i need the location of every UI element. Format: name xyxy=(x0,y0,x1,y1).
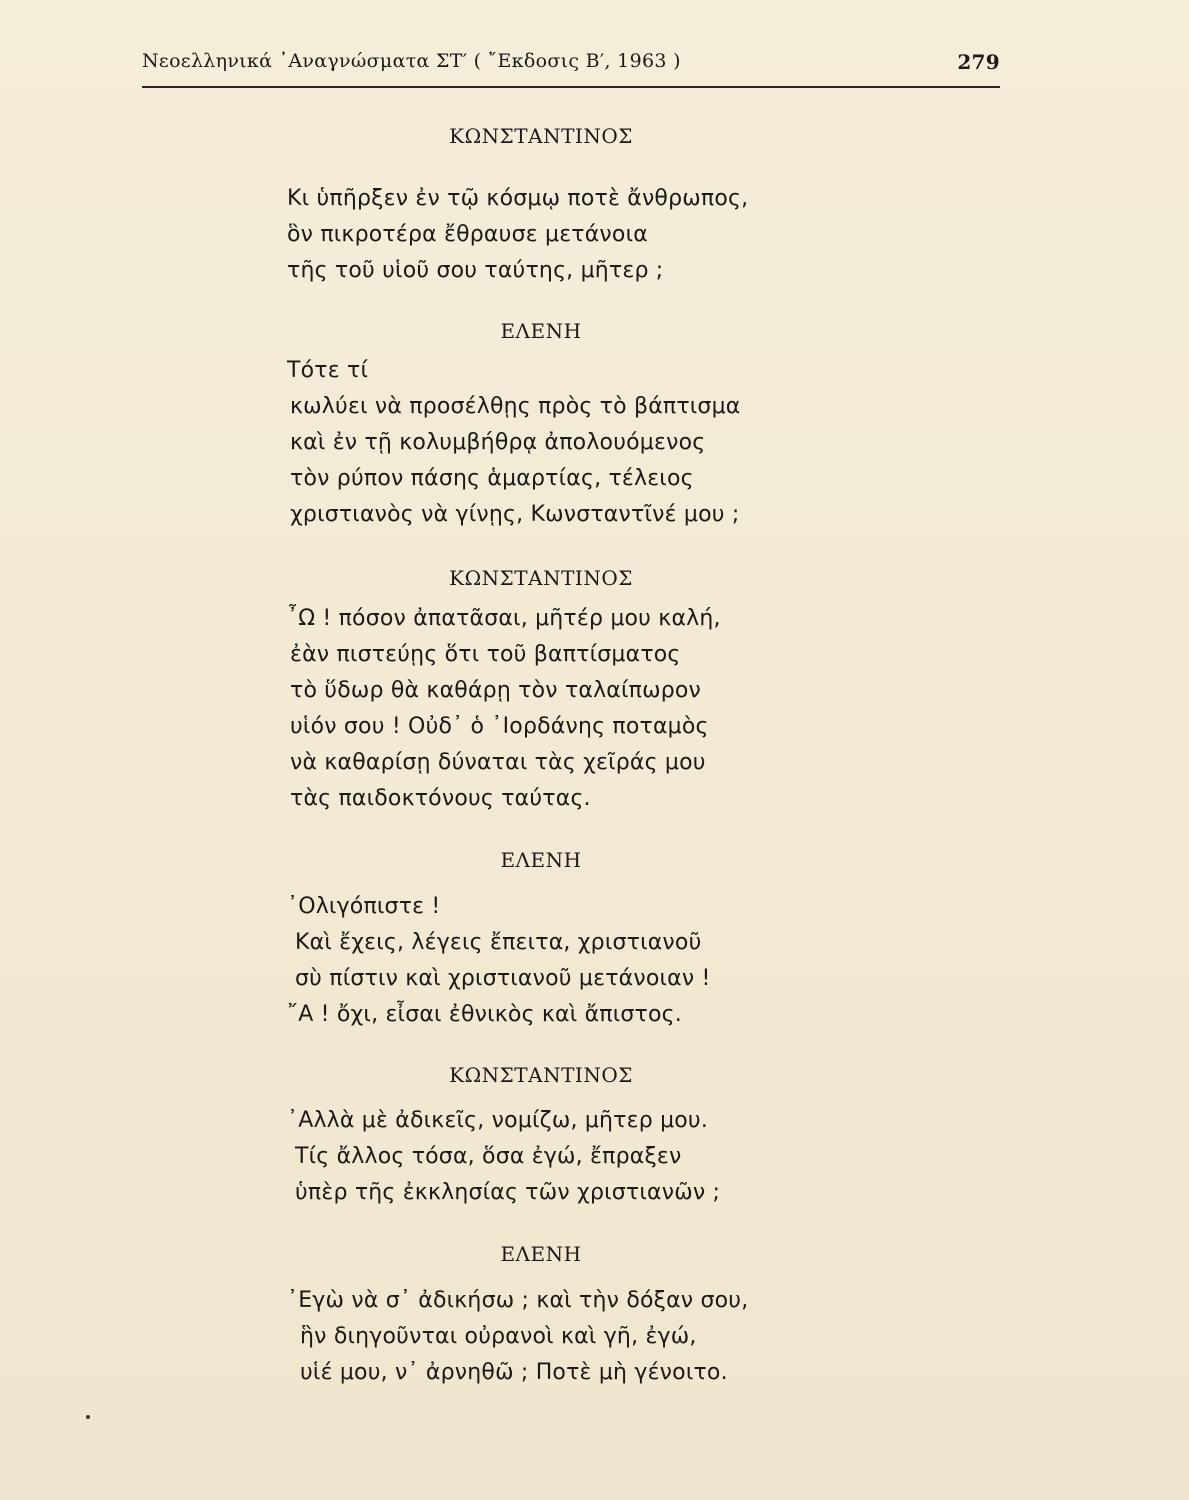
verse-line: χριστιανὸς νὰ γίνῃς, Κωνσταντῖνέ μου ; xyxy=(290,502,740,527)
ink-speck xyxy=(86,1415,90,1419)
verse-line: τὰς παιδοκτόνους ταύτας. xyxy=(290,786,591,811)
verse-line: Τότε τί xyxy=(287,358,369,383)
verse-line: ὑπὲρ τῆς ἐκκλησίας τῶν χριστιανῶν ; xyxy=(295,1180,721,1205)
verse-line: τῆς τοῦ υἱοῦ σου ταύτης, μῆτερ ; xyxy=(287,258,664,283)
verse-line: ᾿Αλλὰ μὲ ἀδικεῖς, νομίζω, μῆτερ μου. xyxy=(287,1108,709,1133)
verse-line: τὸν ρύπον πάσης ἁμαρτίας, τέλειος xyxy=(290,466,694,491)
speaker-heading: ΕΛΕΝΗ xyxy=(500,848,582,872)
speaker-heading: ΚΩΝΣΤΑΝΤΙΝΟΣ xyxy=(449,566,633,590)
verse-line: ὃν πικροτέρα ἔθραυσε μετάνοια xyxy=(287,222,648,247)
verse-line: Τίς ἄλλος τόσα, ὅσα ἐγώ, ἔπραξεν xyxy=(295,1144,682,1169)
verse-line: ῏Ω ! πόσον ἀπατᾶσαι, μῆτέρ μου καλή, xyxy=(287,606,721,631)
running-head-title: Νεοελληνικά ᾿Αναγνώσματα ΣΤ′ ( ῎Εκδοσις Β′, 1963 ) xyxy=(142,50,681,72)
verse-line: ἣν διηγοῦνται οὐρανοὶ καὶ γῆ, ἐγώ, xyxy=(300,1324,697,1349)
verse-line: ᾿Εγὼ νὰ σ᾿ ἀδικήσω ; καὶ τὴν δόξαν σου, xyxy=(287,1288,749,1313)
speaker-heading: ΕΛΕΝΗ xyxy=(500,319,582,343)
page-number: 279 xyxy=(957,50,1000,74)
verse-line: ἐὰν πιστεύῃς ὅτι τοῦ βαπτίσματος xyxy=(290,642,681,667)
verse-line: Καὶ ἔχεις, λέγεις ἔπειτα, χριστιανοῦ xyxy=(295,930,702,955)
verse-line: τὸ ὕδωρ θὰ καθάρῃ τὸν ταλαίπωρον xyxy=(290,678,702,703)
verse-line: ῎Α ! ὄχι, εἶσαι ἐθνικὸς καὶ ἄπιστος. xyxy=(287,1002,682,1027)
verse-line: καὶ ἐν τῇ κολυμβήθρᾳ ἀπολουόμενος xyxy=(290,430,706,455)
speaker-heading: ΕΛΕΝΗ xyxy=(500,1242,582,1266)
speaker-heading: ΚΩΝΣΤΑΝΤΙΝΟΣ xyxy=(449,1063,633,1087)
verse-line: σὺ πίστιν καὶ χριστιανοῦ μετάνοιαν ! xyxy=(295,966,711,991)
verse-line: νὰ καθαρίσῃ δύναται τὰς χεῖράς μου xyxy=(290,750,706,775)
running-head xyxy=(142,50,1000,78)
verse-line: υἱόν σου ! Οὐδ᾿ ὁ ᾿Ιορδάνης ποταμὸς xyxy=(290,714,709,739)
speaker-heading: ΚΩΝΣΤΑΝΤΙΝΟΣ xyxy=(449,124,633,148)
verse-line: ᾿Ολιγόπιστε ! xyxy=(287,894,441,919)
verse-line: κωλύει νὰ προσέλθῃς πρὸς τὸ βάπτισμα xyxy=(290,394,741,419)
header-rule xyxy=(142,86,1000,88)
verse-line: υἱέ μου, ν᾿ ἀρνηθῶ ; Ποτὲ μὴ γένοιτο. xyxy=(300,1360,728,1385)
verse-line: Κι ὑπῆρξεν ἐν τῷ κόσμῳ ποτὲ ἄνθρωπος, xyxy=(287,186,749,211)
